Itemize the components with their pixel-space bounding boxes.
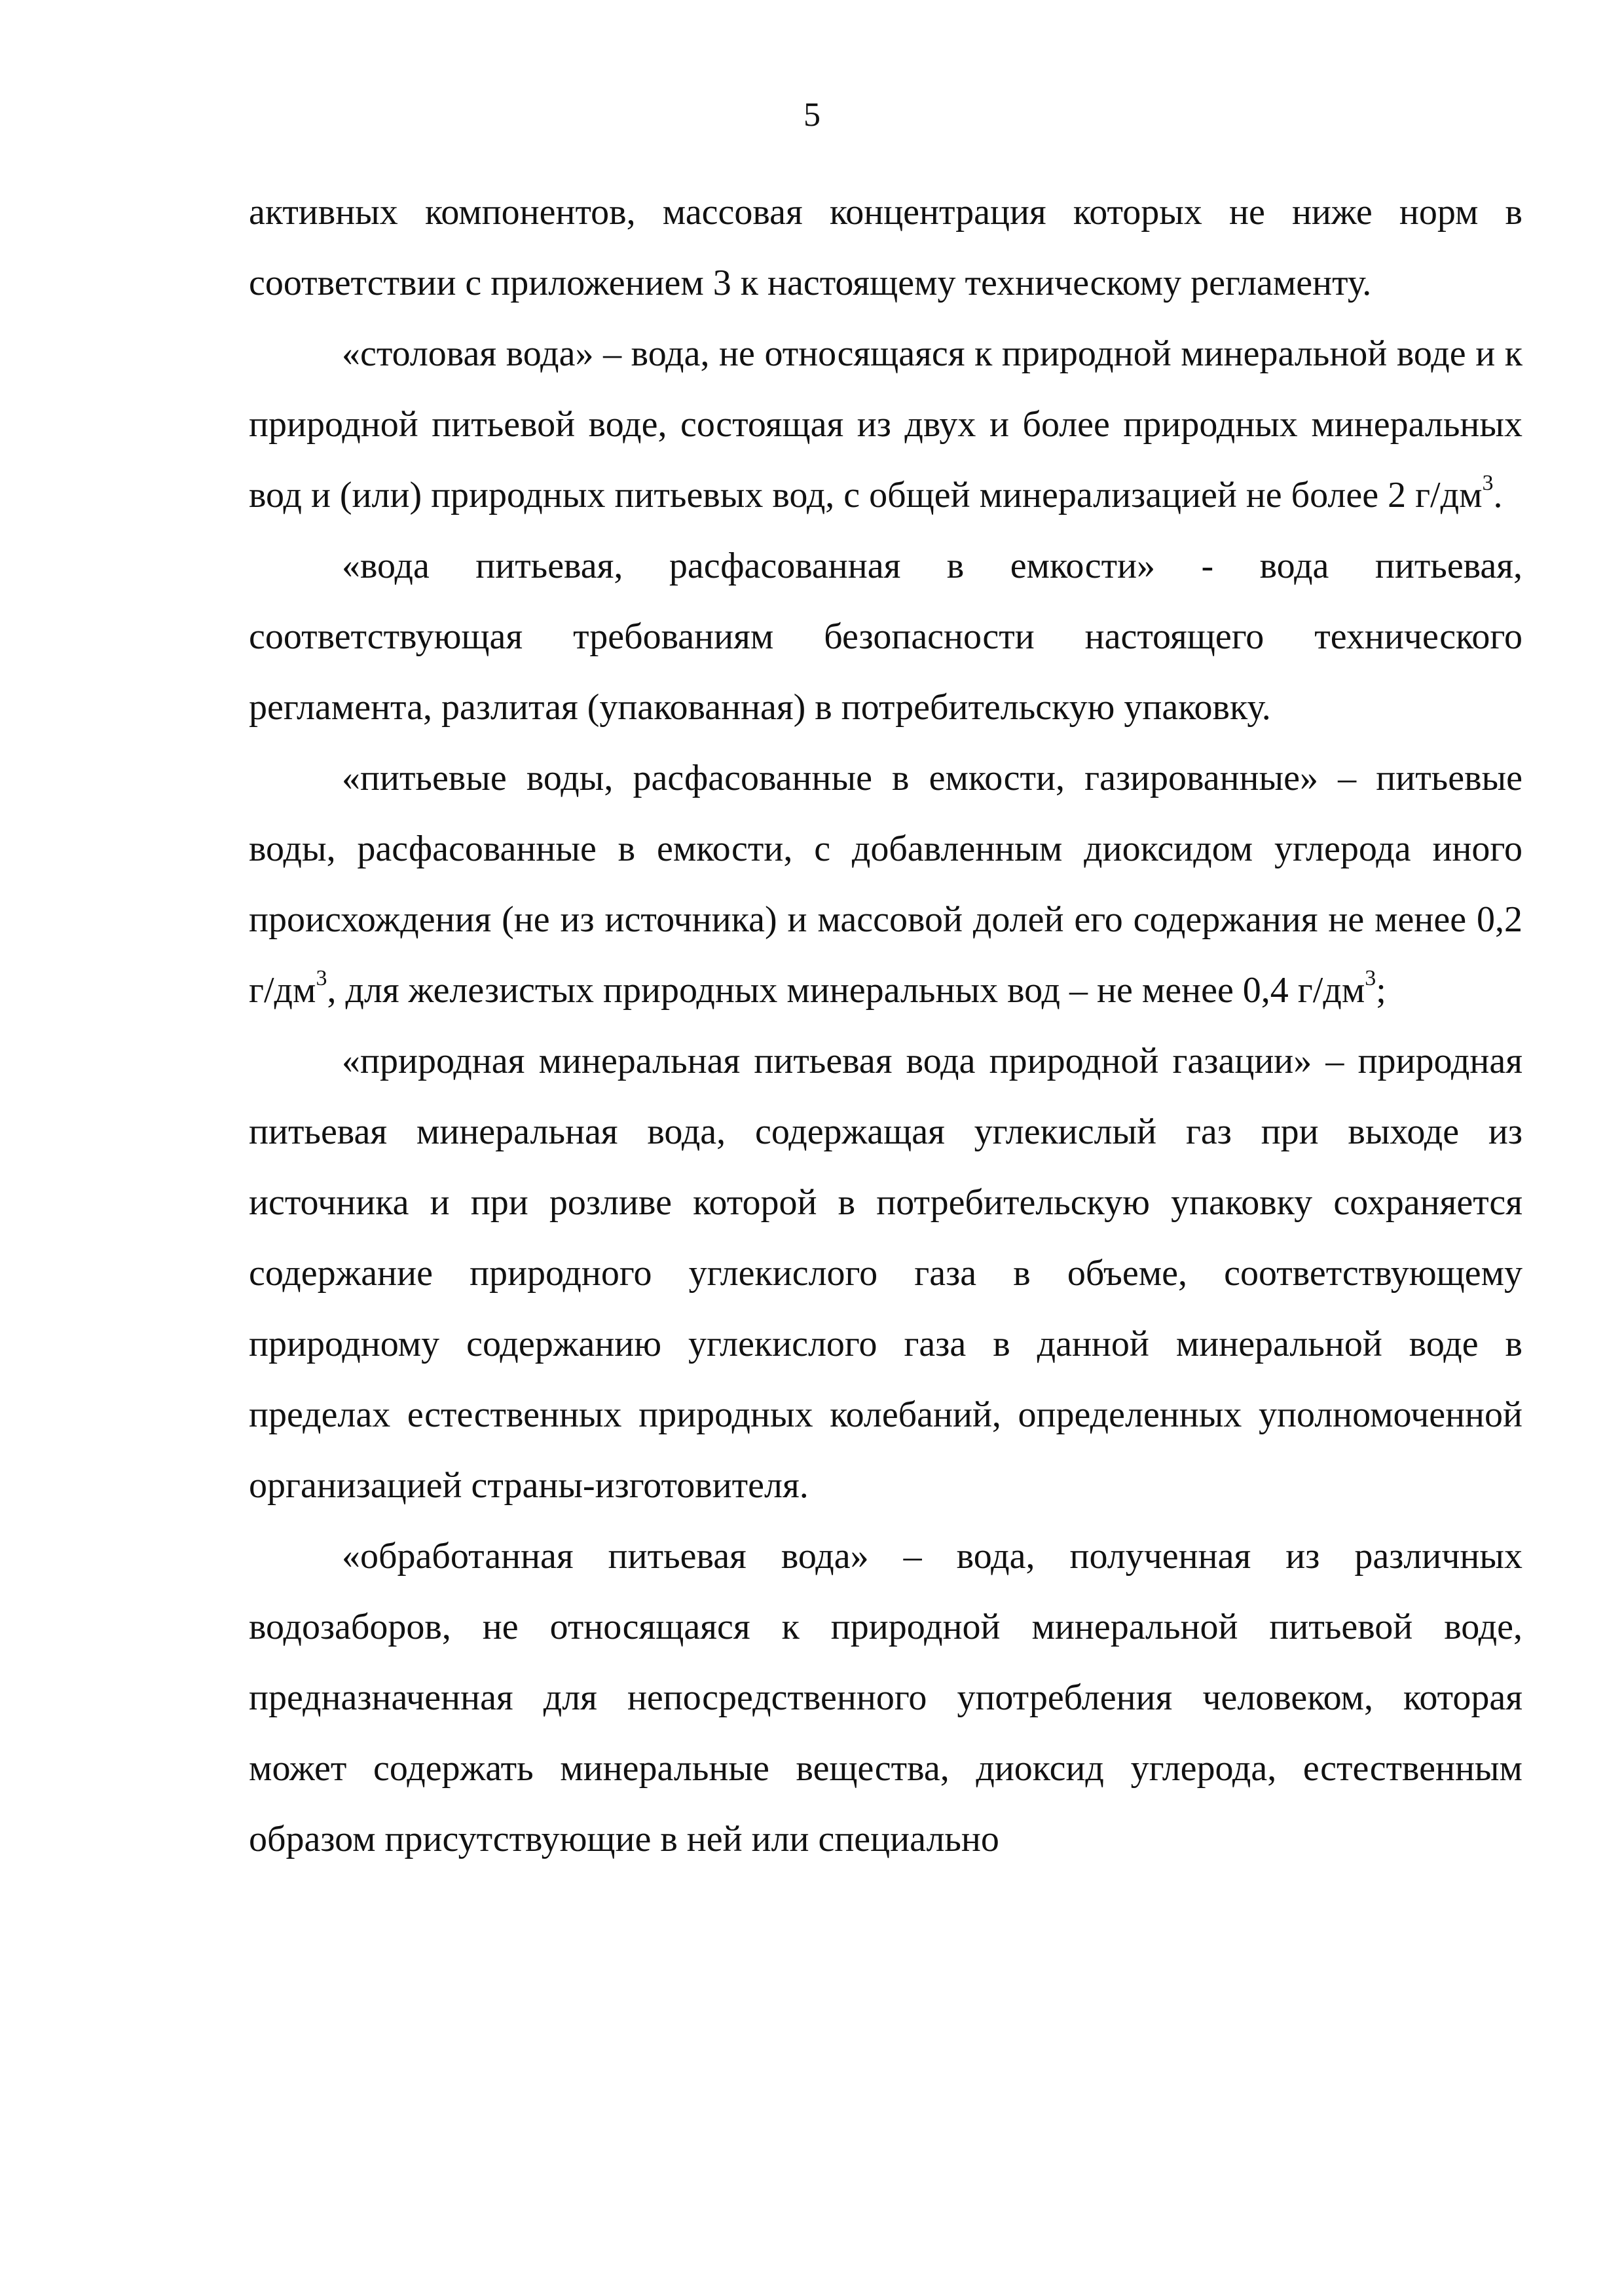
carbonated-text-part2: , для железистых природных минеральных вод – не менее 0,4 г/дм (327, 970, 1365, 1011)
page-number: 5 (803, 96, 821, 134)
semicolon: ; (1376, 970, 1386, 1011)
paragraph-continuation: активных компонентов, массовая концентрация которых не ниже норм в соответствии с приложением 3 к настоящему техническому регламенту. (249, 192, 1522, 303)
paragraph-carbonated-water-definition (249, 743, 1522, 1026)
table-water-text: «столовая вода» – вода, не относящаяся к природной минеральной воде и к природной питьевой воде, состоящая из двух и более природных минеральных вод и (или) природных питьевых вод, с общей минерализацией не более 2 г/дм (249, 333, 1522, 515)
paragraph-table-water-definition (249, 318, 1522, 531)
superscript-3: 3 (1365, 966, 1376, 990)
document-body (249, 177, 1522, 1875)
period: . (1493, 475, 1503, 515)
superscript-3: 3 (1482, 471, 1494, 495)
superscript-3: 3 (316, 966, 327, 990)
paragraph-treated-water-definition: «обработанная питьевая вода» – вода, полученная из различных водозаборов, не относящаяся к природной минеральной питьевой воде, предназначенная для непосредственного употребления человеком, которая может содержать минеральные вещества, диоксид углерода, естественным образом присутствующие в ней или специально (249, 1536, 1522, 1859)
paragraph-bottled-water-definition: «вода питьевая, расфасованная в емкости» - вода питьевая, соответствующая требованиям безопасности настоящего технического регламента, разлитая (упакованная) в потребительскую упаковку. (249, 546, 1522, 728)
paragraph-natural-gas-water-definition: «природная минеральная питьевая вода природной газации» – природная питьевая минеральная вода, содержащая углекислый газ при выходе из источника и при розливе которой в потребительскую упаковку сохраняется содержание природного углекислого газа в объеме, соответствующему природному содержанию углекислого газа в данной минеральной воде в пределах естественных природных колебаний, определенных уполномоченной организацией страны-изготовителя. (249, 1041, 1522, 1506)
carbonated-text-part1: «питьевые воды, расфасованные в емкости, газированные» – питьевые воды, расфасованные в емкости, с добавленным диоксидом углерода иного происхождения (не из источника) и массовой долей его содержания не менее 0,2 г/дм (249, 758, 1522, 1011)
